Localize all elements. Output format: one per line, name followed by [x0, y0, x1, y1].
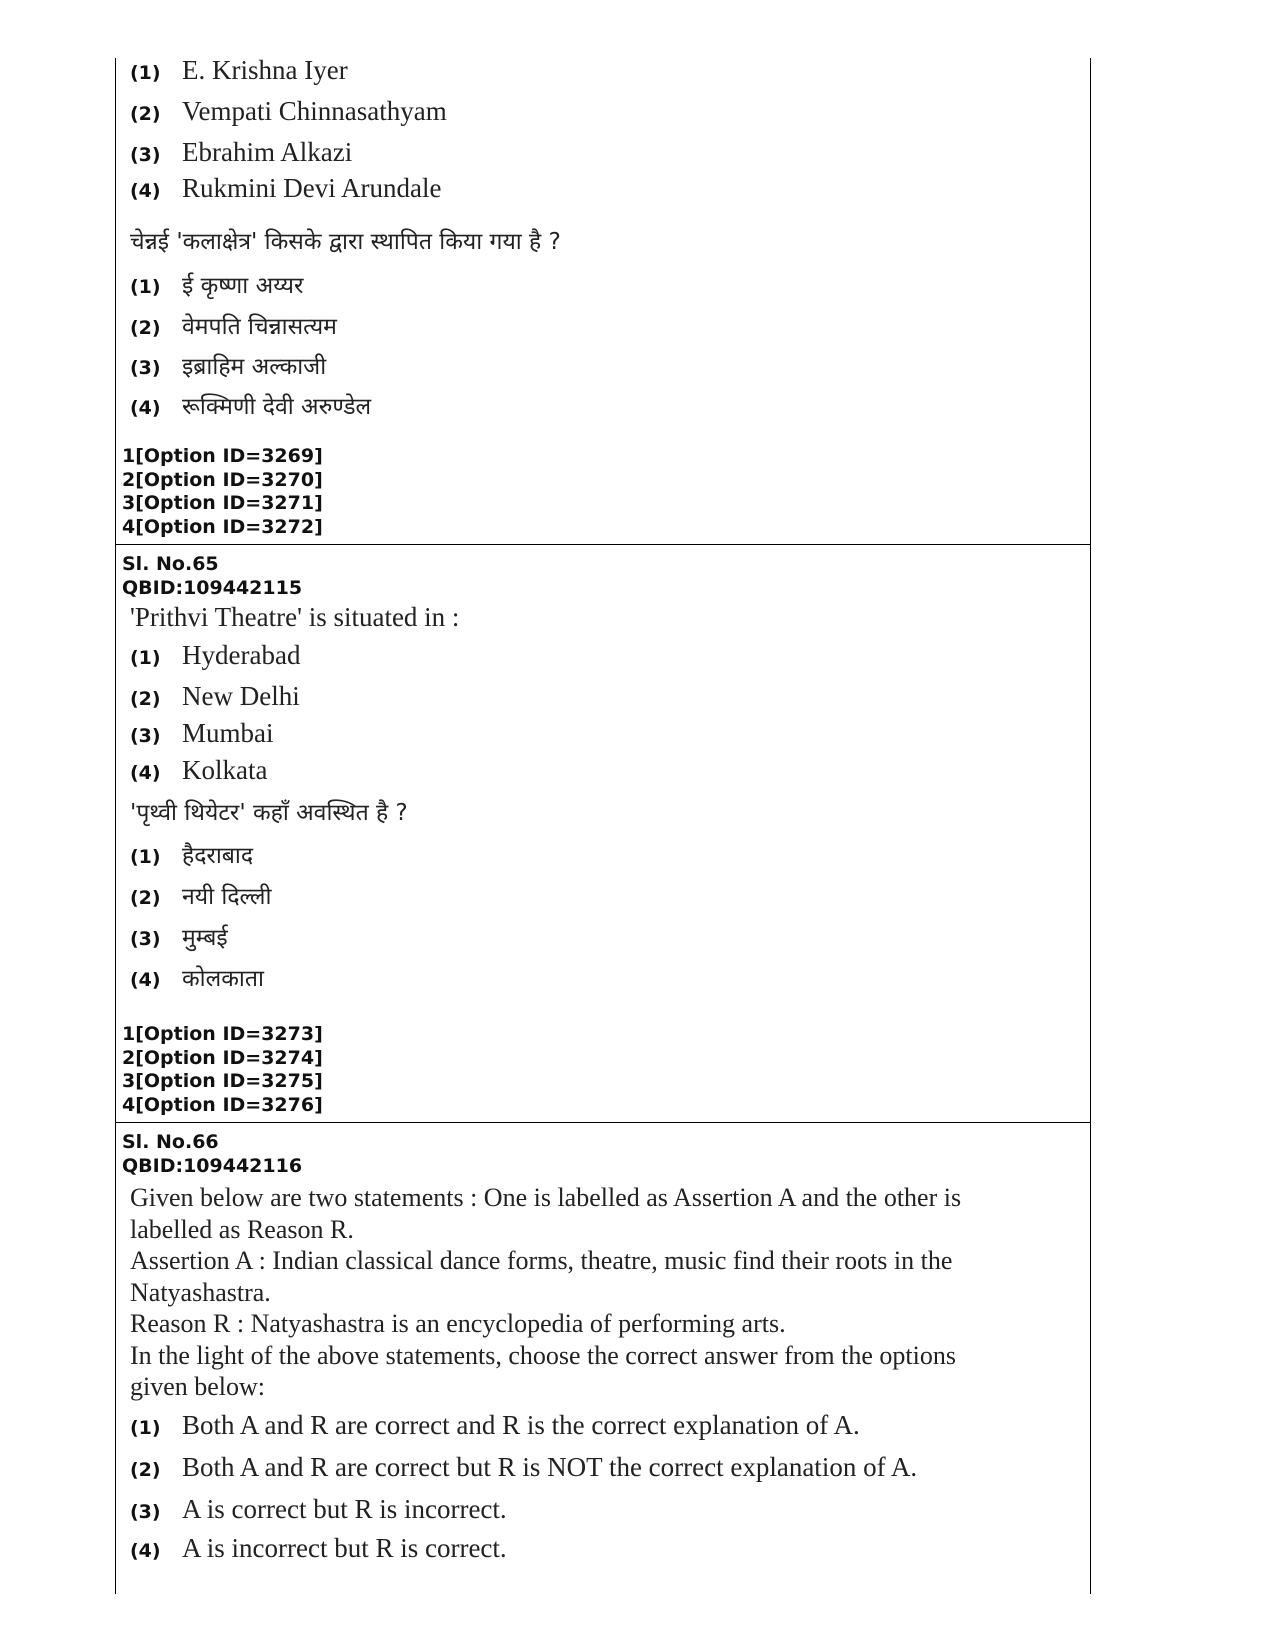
option-number: (1)	[130, 1417, 161, 1439]
q65-option-hi-1	[122, 838, 253, 870]
q64-option-en-1	[122, 55, 348, 86]
q65-option-en-3	[122, 718, 274, 749]
option-number: (1)	[130, 846, 161, 868]
option-text: हैदराबाद	[182, 843, 254, 869]
option-text: इब्राहिम अल्काजी	[182, 354, 327, 380]
option-id: 2[Option ID=3270]	[122, 468, 323, 491]
q65-meta	[122, 552, 302, 600]
option-number: (2)	[130, 103, 161, 125]
option-text: नयी दिल्ली	[182, 884, 272, 910]
option-text: कोलकाता	[182, 966, 264, 992]
option-text: रूक्मिणी देवी अरुण्डेल	[182, 394, 372, 420]
option-text: A is correct but R is incorrect.	[182, 1494, 507, 1524]
option-id: 3[Option ID=3275]	[122, 1070, 323, 1092]
q66-question-paragraph	[130, 1182, 1050, 1403]
option-text: Kolkata	[182, 755, 268, 785]
option-text: Both A and R are correct but R is NOT the correct explanation of A.	[182, 1452, 918, 1482]
option-number: (2)	[130, 317, 161, 339]
paragraph-line: Natyashastra.	[130, 1277, 271, 1307]
q64-option-ids	[122, 445, 323, 539]
table-left-border	[115, 58, 116, 1594]
q64-option-hi-4	[122, 389, 371, 421]
paragraph-line: Reason R : Natyashastra is an encyclopedia of performing arts.	[130, 1309, 786, 1338]
option-number: (2)	[130, 1459, 161, 1481]
q65-option-hi-2	[122, 879, 271, 911]
option-text: Hyderabad	[182, 640, 301, 670]
option-id: 1[Option ID=3269]	[122, 445, 323, 467]
option-number: (3)	[130, 357, 161, 379]
serial-number: Sl. No.65	[122, 553, 219, 575]
option-id: 4[Option ID=3276]	[122, 1093, 323, 1116]
q64-option-hi-2	[122, 309, 337, 341]
q65-option-en-1	[122, 640, 300, 671]
option-id: 2[Option ID=3274]	[122, 1046, 323, 1069]
option-id: 3[Option ID=3271]	[122, 492, 323, 514]
q66-option-en-3	[122, 1494, 507, 1525]
qbid: QBID:109442116	[122, 1155, 303, 1177]
q65-option-en-2	[122, 681, 300, 712]
serial-number: Sl. No.66	[122, 1131, 219, 1153]
option-text: Mumbai	[182, 718, 274, 748]
option-number: (1)	[130, 647, 161, 669]
q64-option-hi-1	[122, 268, 303, 300]
paragraph-line: labelled as Reason R.	[130, 1214, 354, 1244]
option-number: (4)	[130, 969, 161, 991]
q64-option-hi-3	[122, 349, 326, 381]
q65-option-ids	[122, 1023, 323, 1117]
q65-question-english: 'Prithvi Theatre' is situated in :	[130, 602, 460, 632]
qbid: QBID:109442115	[122, 577, 303, 599]
q65-option-hi-3	[122, 920, 228, 952]
option-text: Both A and R are correct and R is the correct explanation of A.	[182, 1410, 860, 1440]
option-number: (4)	[130, 397, 161, 419]
option-number: (4)	[130, 762, 161, 784]
q65-question-hindi: 'पृथ्वी थियेटर' कहाँ अवस्थित है ?	[130, 800, 408, 826]
paragraph-line: Given below are two statements : One is labelled as Assertion A and the other is	[130, 1183, 962, 1212]
q65-option-hi-4	[122, 961, 264, 993]
q66-option-en-4	[122, 1533, 507, 1564]
option-text: वेमपति चिन्नासत्यम	[182, 314, 337, 340]
paragraph-line: Assertion A : Indian classical dance forms, theatre, music find their roots in the	[130, 1246, 953, 1275]
option-text: A is incorrect but R is correct.	[182, 1533, 507, 1563]
option-text: मुम्बई	[182, 925, 228, 951]
option-number: (3)	[130, 725, 161, 747]
table-right-border	[1090, 58, 1091, 1594]
option-number: (1)	[130, 276, 161, 298]
q64-question-hindi: चेन्नई 'कलाक्षेत्र' किसके द्वारा स्थापित किया गया है ?	[130, 229, 561, 255]
row-divider	[115, 544, 1091, 545]
row-divider	[115, 1122, 1091, 1123]
paragraph-line: In the light of the above statements, choose the correct answer from the options	[130, 1340, 956, 1370]
option-number: (3)	[130, 1501, 161, 1523]
q66-option-en-1	[122, 1410, 860, 1441]
q64-option-en-2	[122, 96, 447, 127]
q64-option-en-4	[122, 173, 441, 204]
option-text: Rukmini Devi Arundale	[182, 173, 442, 203]
q66-option-en-2	[122, 1452, 917, 1483]
option-id: 4[Option ID=3272]	[122, 515, 323, 538]
paragraph-line: given below:	[130, 1372, 266, 1401]
option-number: (3)	[130, 144, 161, 166]
option-text: ई कृष्णा अय्यर	[182, 273, 304, 299]
q64-option-en-3	[122, 137, 352, 168]
q66-meta	[122, 1130, 302, 1178]
option-id: 1[Option ID=3273]	[122, 1023, 323, 1045]
option-text: New Delhi	[182, 681, 300, 711]
option-text: E. Krishna Iyer	[182, 55, 348, 85]
option-number: (2)	[130, 887, 161, 909]
option-text: Ebrahim Alkazi	[182, 137, 353, 167]
q65-option-en-4	[122, 755, 267, 786]
option-number: (3)	[130, 928, 161, 950]
option-number: (1)	[130, 62, 161, 84]
option-number: (4)	[130, 180, 161, 202]
option-text: Vempati Chinnasathyam	[182, 96, 447, 126]
option-number: (2)	[130, 688, 161, 710]
option-number: (4)	[130, 1540, 161, 1562]
